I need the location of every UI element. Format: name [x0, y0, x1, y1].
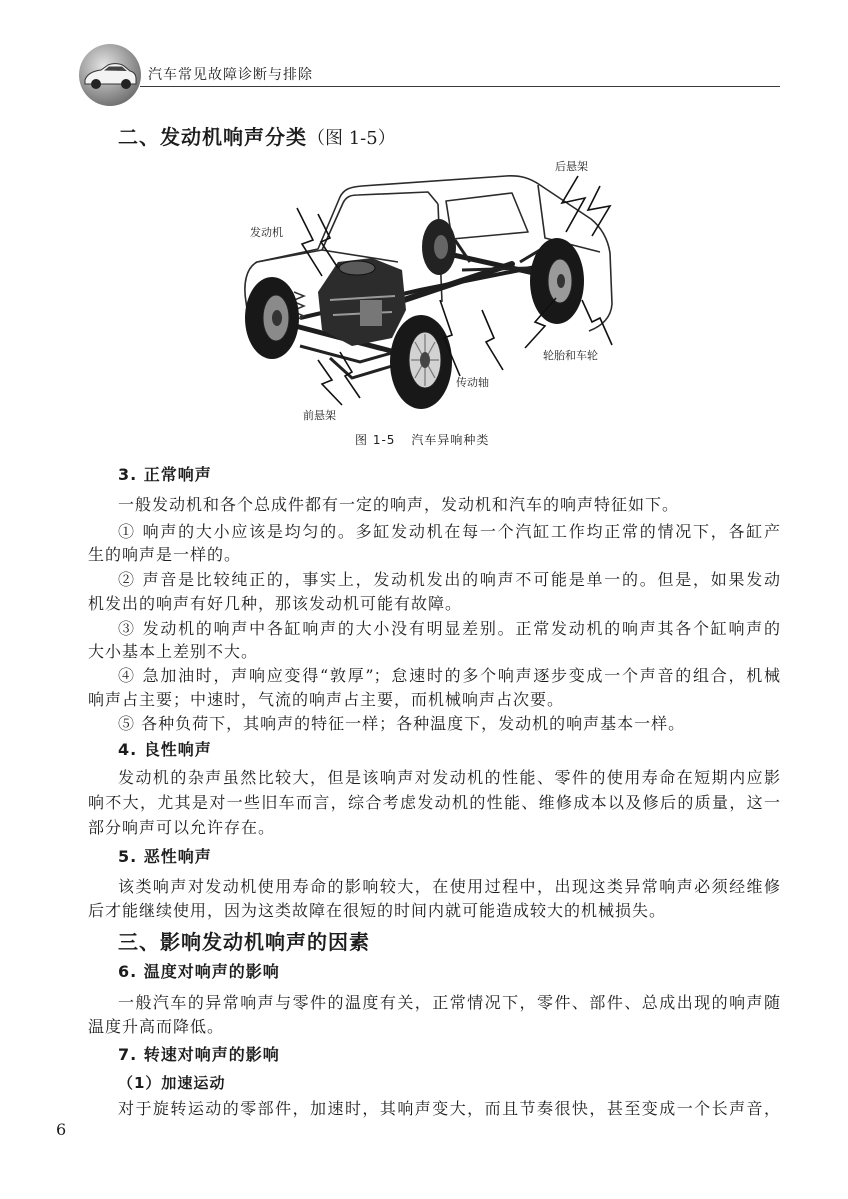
car-wheel-icon	[91, 79, 101, 89]
label-rear-suspension: 后悬架	[555, 160, 588, 173]
subheading-benign-sound: 4. 良性响声	[118, 740, 212, 759]
hub	[557, 274, 565, 288]
section-heading-factors	[118, 930, 370, 955]
normal-sound-item-5-line-1: ⑤ 各种负荷下，其响声的特征一样；各种温度下，发动机的响声基本一样。	[118, 714, 686, 733]
rim	[434, 235, 448, 259]
temperature-effect-line-1: 一般汽车的异常响声与零件的温度有关，正常情况下，零件、部件、总成出现的响声随	[118, 993, 780, 1012]
subheading-speed-effect: 7. 转速对响声的影响	[118, 1045, 280, 1064]
car-wheel-icon	[121, 79, 131, 89]
wheel-front-right	[390, 315, 452, 409]
malignant-sound-line-2: 后才能继续使用，因为这类故障在很短的时间内就可能造成较大的机械损失。	[88, 901, 667, 920]
benign-sound-line-3: 部分响声可以允许存在。	[88, 818, 276, 837]
section-heading-text: 三、影响发动机响声的因素	[118, 930, 370, 954]
label-tires-and-wheels: 轮胎和车轮	[543, 349, 598, 362]
figure-reference: （图 1-5）	[307, 128, 396, 149]
benign-sound-line-1: 发动机的杂声虽然比较大，但是该响声对发动机的性能、零件的使用寿命在短期内应影	[118, 768, 780, 787]
engine-block	[318, 258, 406, 346]
page-number: 6	[56, 1120, 67, 1139]
normal-sound-item-3-line-1: ③ 发动机的响声中各缸响声的大小没有明显差别。正常发动机的响声其各个缸响声的	[118, 619, 780, 638]
figure-caption	[355, 432, 489, 448]
subheading-malignant-sound: 5. 恶性响声	[118, 847, 212, 866]
hub	[272, 310, 282, 326]
subheading-temperature-effect: 6. 温度对响声的影响	[118, 962, 280, 981]
section-heading-classification	[118, 125, 396, 151]
wheel-rear-right	[530, 238, 584, 324]
subheading-acceleration: （1）加速运动	[118, 1074, 226, 1092]
section-heading-text: 二、发动机响声分类	[118, 125, 307, 149]
normal-sound-item-4-line-1: ④ 急加油时，声响应变得“敦厚”；怠速时的多个响声逐步变成一个声音的组合，机械	[118, 666, 780, 685]
temperature-effect-line-2: 温度升高而降低。	[88, 1017, 225, 1036]
normal-sound-item-1-line-2: 生的响声是一样的。	[88, 545, 242, 564]
air-cleaner	[339, 261, 375, 275]
header-logo	[78, 43, 142, 107]
running-title: 汽车常见故障诊断与排除	[148, 67, 313, 83]
figure-car-noise-diagram	[230, 150, 630, 425]
label-front-suspension: 前悬架	[303, 409, 336, 422]
zigzag-rear-suspension	[562, 176, 610, 236]
normal-sound-intro: 一般发动机和各个总成件都有一定的响声，发动机和汽车的响声特征如下。	[118, 495, 680, 514]
subheading-normal-sound: 3. 正常响声	[118, 465, 212, 484]
label-engine: 发动机	[250, 226, 283, 239]
speed-effect-line-1: 对于旋转运动的零部件，加速时，其响声变大，而且节奏很快，甚至变成一个长声音，	[118, 1099, 780, 1118]
side-window	[446, 193, 528, 239]
wheel-front-left	[245, 277, 299, 359]
caption-number: 图 1-5	[355, 433, 396, 447]
normal-sound-item-1-line-1: ① 响声的大小应该是均匀的。多缸发动机在每一个汽缸工作均正常的情况下，各缸产	[118, 522, 780, 541]
benign-sound-line-2: 响不大，尤其是对一些旧车而言，综合考虑发动机的性能、维修成本以及修后的质量，这一	[88, 793, 780, 812]
normal-sound-item-2-line-2: 机发出的响声有好几种，那该发动机可能有故障。	[88, 594, 463, 613]
normal-sound-item-3-line-2: 大小基本上差别不大。	[88, 642, 259, 661]
caption-title: 汽车异响种类	[411, 433, 490, 447]
header-rule	[140, 86, 780, 87]
engine-component	[360, 300, 382, 326]
label-driveshaft: 传动轴	[456, 376, 489, 389]
hub	[420, 352, 430, 368]
malignant-sound-line-1: 该类响声对发动机使用寿命的影响较大，在使用过程中，出现这类异常响声必须经维修	[118, 877, 780, 896]
normal-sound-item-4-line-2: 响声占主要；中速时，气流的响声占主要，而机械响声占次要。	[88, 690, 565, 709]
normal-sound-item-2-line-1: ② 声音是比较纯正的，事实上，发动机发出的响声不可能是单一的。但是，如果发动	[118, 570, 780, 589]
wheel-rear-left	[422, 219, 456, 275]
windshield-frame	[322, 192, 438, 250]
